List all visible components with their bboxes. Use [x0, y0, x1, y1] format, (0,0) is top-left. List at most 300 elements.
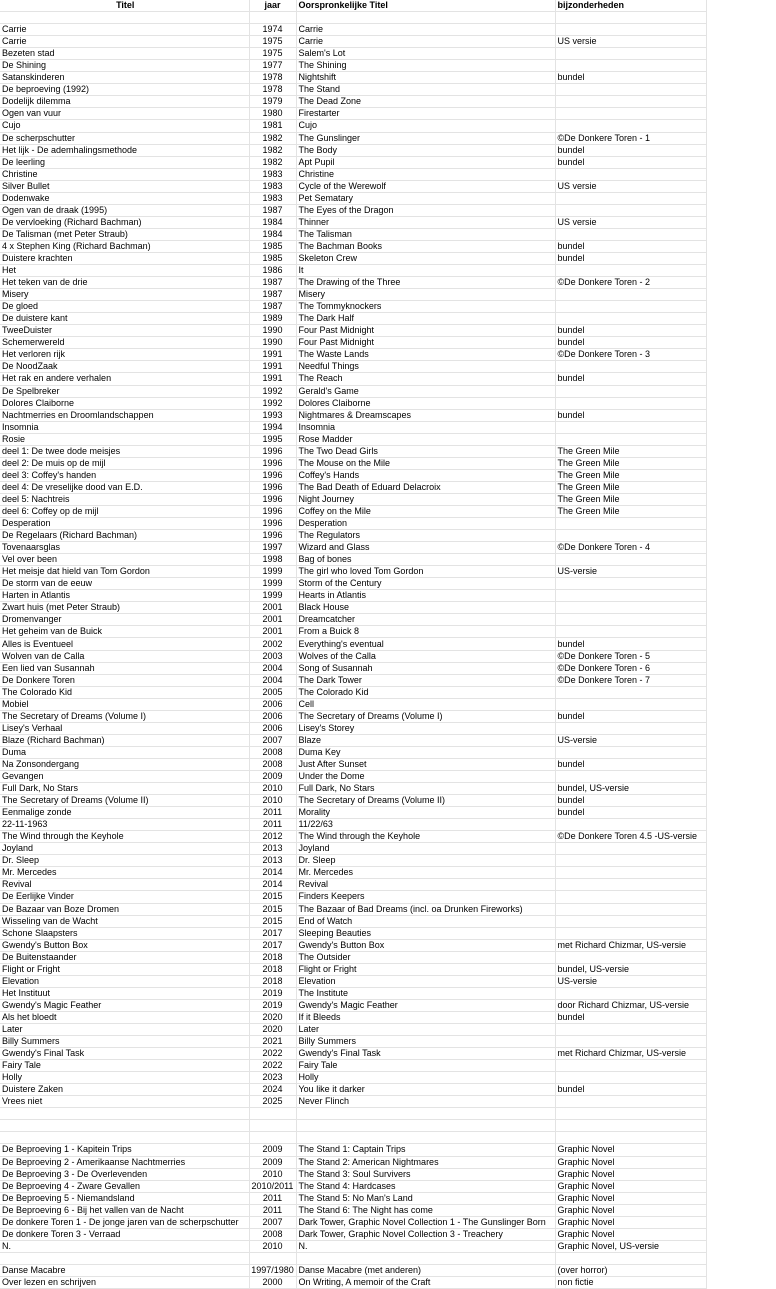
year-cell: 1982 [249, 132, 296, 144]
table-row [0, 734, 706, 746]
year-cell: 2006 [249, 698, 296, 710]
notes-cell: ©De Donkere Toren - 1 [555, 132, 706, 144]
year-cell: 1991 [249, 361, 296, 373]
title-cell: Fairy Tale [0, 1060, 249, 1072]
year-cell: 1996 [249, 530, 296, 542]
table-row [0, 252, 706, 264]
table-row [0, 373, 706, 385]
notes-cell: bundel [555, 325, 706, 337]
table-row [0, 1132, 706, 1144]
notes-cell [555, 722, 706, 734]
year-cell: 1978 [249, 72, 296, 84]
notes-cell: Graphic Novel [555, 1216, 706, 1228]
table-row [0, 72, 706, 84]
title-cell: Het rak en andere verhalen [0, 373, 249, 385]
year-cell [249, 1120, 296, 1132]
title-cell: Als het bloedt [0, 1011, 249, 1023]
original-title-cell [296, 1252, 555, 1264]
year-cell: 2025 [249, 1096, 296, 1108]
original-title-cell: Insomnia [296, 421, 555, 433]
original-title-cell: On Writing, A memoir of the Craft [296, 1276, 555, 1288]
notes-cell: met Richard Chizmar, US-versie [555, 939, 706, 951]
title-cell: Ogen van de draak (1995) [0, 204, 249, 216]
original-title-cell: Morality [296, 807, 555, 819]
original-title-cell: Pet Sematary [296, 192, 555, 204]
title-cell: Vrees niet [0, 1096, 249, 1108]
title-cell: Wolven van de Calla [0, 650, 249, 662]
table-row [0, 240, 706, 252]
notes-cell: bundel [555, 758, 706, 770]
table-row [0, 192, 706, 204]
year-cell: 1997 [249, 542, 296, 554]
year-cell: 2015 [249, 915, 296, 927]
table-row [0, 867, 706, 879]
title-cell: De donkere Toren 3 - Verraad [0, 1228, 249, 1240]
year-cell: 2008 [249, 758, 296, 770]
original-title-cell: The Institute [296, 987, 555, 999]
notes-cell [555, 1132, 706, 1144]
table-row [0, 758, 706, 770]
year-cell: 1982 [249, 156, 296, 168]
title-cell: Dromenvanger [0, 614, 249, 626]
title-cell: Gevangen [0, 771, 249, 783]
year-cell: 2018 [249, 951, 296, 963]
original-title-cell: Needful Things [296, 361, 555, 373]
year-cell: 1996 [249, 469, 296, 481]
table-row [0, 626, 706, 638]
year-cell: 2011 [249, 807, 296, 819]
original-title-cell: Four Past Midnight [296, 337, 555, 349]
notes-cell: Graphic Novel [555, 1168, 706, 1180]
original-title-cell: Black House [296, 602, 555, 614]
title-cell: Schemerwereld [0, 337, 249, 349]
year-cell: 2018 [249, 975, 296, 987]
title-cell: Carrie [0, 24, 249, 36]
table-row [0, 903, 706, 915]
original-title-cell: Blaze [296, 734, 555, 746]
title-cell: Duistere Zaken [0, 1084, 249, 1096]
notes-cell: non fictie [555, 1276, 706, 1288]
year-cell: 2001 [249, 602, 296, 614]
original-title-cell: The Drawing of the Three [296, 277, 555, 289]
original-title-cell: Never Flinch [296, 1096, 555, 1108]
table-row [0, 48, 706, 60]
table-row [0, 915, 706, 927]
year-cell: 2009 [249, 771, 296, 783]
title-cell: Silver Bullet [0, 180, 249, 192]
year-cell: 1979 [249, 96, 296, 108]
original-title-cell: The Secretary of Dreams (Volume I) [296, 710, 555, 722]
year-cell [249, 12, 296, 24]
original-title-cell: Night Journey [296, 493, 555, 505]
table-row [0, 722, 706, 734]
original-title-cell: Dark Tower, Graphic Novel Collection 1 - The Gunslinger Born [296, 1216, 555, 1228]
year-cell: 1984 [249, 216, 296, 228]
table-row [0, 819, 706, 831]
notes-cell [555, 1252, 706, 1264]
original-title-cell: Coffey's Hands [296, 469, 555, 481]
table-row [0, 397, 706, 409]
table-row [0, 771, 706, 783]
original-title-cell: Full Dark, No Stars [296, 783, 555, 795]
original-title-cell: Bag of bones [296, 554, 555, 566]
original-title-cell: Carrie [296, 24, 555, 36]
year-cell: 1996 [249, 505, 296, 517]
year-cell: 2001 [249, 614, 296, 626]
table-row [0, 638, 706, 650]
notes-cell: ©De Donkere Toren 4.5 -US-versie [555, 831, 706, 843]
original-title-cell: Billy Summers [296, 1036, 555, 1048]
original-title-cell: Gwendy's Magic Feather [296, 999, 555, 1011]
original-title-cell: Dr. Sleep [296, 855, 555, 867]
title-cell: Gwendy's Button Box [0, 939, 249, 951]
notes-cell: met Richard Chizmar, US-versie [555, 1048, 706, 1060]
notes-cell [555, 108, 706, 120]
original-title-cell: The Stand 4: Hardcases [296, 1180, 555, 1192]
table-row [0, 1144, 706, 1156]
table-row [0, 337, 706, 349]
year-cell: 2008 [249, 746, 296, 758]
table-row [0, 505, 706, 517]
title-cell: Christine [0, 168, 249, 180]
notes-cell: Graphic Novel [555, 1228, 706, 1240]
original-title-cell: Lisey's Storey [296, 722, 555, 734]
title-cell: De Beproeving 1 - Kapitein Trips [0, 1144, 249, 1156]
table-row [0, 216, 706, 228]
notes-cell: Graphic Novel [555, 1156, 706, 1168]
year-cell: 2014 [249, 879, 296, 891]
table-row [0, 578, 706, 590]
original-title-cell: The Colorado Kid [296, 686, 555, 698]
original-title-cell: Duma Key [296, 746, 555, 758]
table-row [0, 325, 706, 337]
original-title-cell: The Reach [296, 373, 555, 385]
notes-cell [555, 903, 706, 915]
original-title-cell: Cycle of the Werewolf [296, 180, 555, 192]
notes-cell: ©De Donkere Toren - 7 [555, 674, 706, 686]
title-cell: Dr. Sleep [0, 855, 249, 867]
original-title-cell: Elevation [296, 975, 555, 987]
notes-cell [555, 60, 706, 72]
notes-cell [555, 120, 706, 132]
year-cell: 1996 [249, 445, 296, 457]
notes-cell [555, 626, 706, 638]
notes-cell [555, 578, 706, 590]
original-title-cell: The Bad Death of Eduard Delacroix [296, 481, 555, 493]
notes-cell [555, 915, 706, 927]
table-row [0, 1180, 706, 1192]
year-cell [249, 1108, 296, 1120]
title-cell: De Spelbreker [0, 385, 249, 397]
original-title-cell: The Bachman Books [296, 240, 555, 252]
notes-cell [555, 987, 706, 999]
year-cell: 2002 [249, 638, 296, 650]
notes-cell [555, 228, 706, 240]
notes-cell: The Green Mile [555, 469, 706, 481]
notes-cell: bundel [555, 638, 706, 650]
notes-cell [555, 746, 706, 758]
table-row [0, 421, 706, 433]
notes-cell: bundel [555, 240, 706, 252]
notes-cell [555, 891, 706, 903]
year-cell: 2017 [249, 927, 296, 939]
table-row [0, 710, 706, 722]
original-title-cell: Under the Dome [296, 771, 555, 783]
table-row [0, 1048, 706, 1060]
original-title-cell: Misery [296, 289, 555, 301]
table-row [0, 84, 706, 96]
year-cell: 2013 [249, 843, 296, 855]
title-cell: De Bazaar van Boze Dromen [0, 903, 249, 915]
notes-cell: The Green Mile [555, 445, 706, 457]
table-row [0, 433, 706, 445]
table-row [0, 277, 706, 289]
year-cell: 2021 [249, 1036, 296, 1048]
original-title-cell: The Dead Zone [296, 96, 555, 108]
original-title-cell: The Outsider [296, 951, 555, 963]
table-row [0, 518, 706, 530]
table-row [0, 674, 706, 686]
notes-cell [555, 397, 706, 409]
notes-cell [555, 614, 706, 626]
year-cell: 1996 [249, 518, 296, 530]
notes-cell: ©De Donkere Toren - 2 [555, 277, 706, 289]
year-cell: 1982 [249, 144, 296, 156]
year-cell [249, 1252, 296, 1264]
year-cell: 1985 [249, 252, 296, 264]
original-title-cell: The Stand 2: American Nightmares [296, 1156, 555, 1168]
original-title-cell: It [296, 265, 555, 277]
table-row [0, 1023, 706, 1035]
title-cell: De Beproeving 4 - Zware Gevallen [0, 1180, 249, 1192]
title-cell: Het [0, 265, 249, 277]
original-title-cell: Skeleton Crew [296, 252, 555, 264]
title-cell: Het verloren rijk [0, 349, 249, 361]
table-row [0, 301, 706, 313]
table-row [0, 530, 706, 542]
original-title-cell: Coffey on the Mile [296, 505, 555, 517]
original-title-cell [296, 1120, 555, 1132]
title-cell: Danse Macabre [0, 1264, 249, 1276]
title-cell: De Beproeving 5 - Niemandsland [0, 1192, 249, 1204]
table-row [0, 481, 706, 493]
year-cell: 2004 [249, 662, 296, 674]
title-cell: Satanskinderen [0, 72, 249, 84]
title-cell [0, 1120, 249, 1132]
original-title-cell: The Dark Tower [296, 674, 555, 686]
table-row [0, 891, 706, 903]
notes-cell [555, 24, 706, 36]
original-title-cell: Christine [296, 168, 555, 180]
notes-cell [555, 289, 706, 301]
notes-cell [555, 421, 706, 433]
title-cell: Rosie [0, 433, 249, 445]
year-cell: 2015 [249, 903, 296, 915]
original-title-cell: Cujo [296, 120, 555, 132]
table-row [0, 361, 706, 373]
original-title-cell: Finders Keepers [296, 891, 555, 903]
year-cell: 2009 [249, 1144, 296, 1156]
title-cell: Dodelijk dilemma [0, 96, 249, 108]
notes-cell [555, 265, 706, 277]
table-row [0, 168, 706, 180]
table-row [0, 1252, 706, 1264]
original-title-cell: Gwendy's Button Box [296, 939, 555, 951]
title-cell: De donkere Toren 1 - De jonge jaren van de scherpschutter [0, 1216, 249, 1228]
table-row [0, 265, 706, 277]
notes-cell [555, 301, 706, 313]
original-title-cell: Salem's Lot [296, 48, 555, 60]
title-cell [0, 1252, 249, 1264]
table-row [0, 144, 706, 156]
original-title-cell: Carrie [296, 36, 555, 48]
notes-cell [555, 48, 706, 60]
year-cell: 1987 [249, 301, 296, 313]
title-cell: TweeDuister [0, 325, 249, 337]
year-cell: 1991 [249, 349, 296, 361]
notes-cell [555, 518, 706, 530]
title-cell: The Wind through the Keyhole [0, 831, 249, 843]
table-row [0, 975, 706, 987]
title-cell: Wisseling van de Wacht [0, 915, 249, 927]
title-cell: Lisey's Verhaal [0, 722, 249, 734]
title-cell: Bezeten stad [0, 48, 249, 60]
year-cell: 1996 [249, 493, 296, 505]
title-cell: Mobiel [0, 698, 249, 710]
year-cell: 2022 [249, 1060, 296, 1072]
table-row [0, 1216, 706, 1228]
notes-cell: ©De Donkere Toren - 5 [555, 650, 706, 662]
year-cell: 1987 [249, 289, 296, 301]
original-title-cell: The Waste Lands [296, 349, 555, 361]
table-row [0, 746, 706, 758]
notes-cell [555, 879, 706, 891]
year-cell: 1989 [249, 313, 296, 325]
notes-cell: US versie [555, 180, 706, 192]
notes-cell: door Richard Chizmar, US-versie [555, 999, 706, 1011]
original-title-cell: Later [296, 1023, 555, 1035]
year-cell: 1990 [249, 325, 296, 337]
year-cell: 1974 [249, 24, 296, 36]
original-title-cell: Song of Susannah [296, 662, 555, 674]
original-title-cell: Hearts in Atlantis [296, 590, 555, 602]
year-cell: 1985 [249, 240, 296, 252]
year-cell: 2013 [249, 855, 296, 867]
notes-cell: bundel, US-versie [555, 963, 706, 975]
title-cell: De gloed [0, 301, 249, 313]
notes-cell: bundel [555, 156, 706, 168]
notes-cell [555, 12, 706, 24]
title-cell: Blaze (Richard Bachman) [0, 734, 249, 746]
original-title-cell [296, 1132, 555, 1144]
title-cell: Vel over been [0, 554, 249, 566]
table-row [0, 590, 706, 602]
year-cell: 2006 [249, 722, 296, 734]
table-row [0, 156, 706, 168]
table-row [0, 1276, 706, 1288]
column-header-notes: bijzonderheden [555, 0, 706, 12]
notes-cell: Graphic Novel [555, 1204, 706, 1216]
title-cell: De Regelaars (Richard Bachman) [0, 530, 249, 542]
table-row [0, 795, 706, 807]
year-cell: 2015 [249, 891, 296, 903]
original-title-cell: Joyland [296, 843, 555, 855]
table-row [0, 554, 706, 566]
table-row [0, 686, 706, 698]
title-cell: Over lezen en schrijven [0, 1276, 249, 1288]
table-row [0, 204, 706, 216]
year-cell: 2008 [249, 1228, 296, 1240]
table-row [0, 132, 706, 144]
year-cell: 1983 [249, 192, 296, 204]
notes-cell [555, 771, 706, 783]
title-cell: Eenmalige zonde [0, 807, 249, 819]
table-row [0, 1192, 706, 1204]
header-row [0, 0, 706, 12]
table-row [0, 1264, 706, 1276]
year-cell: 1975 [249, 36, 296, 48]
year-cell: 2010/2011 [249, 1180, 296, 1192]
table-row [0, 60, 706, 72]
year-cell: 2020 [249, 1023, 296, 1035]
table-row [0, 602, 706, 614]
original-title-cell: Gerald's Game [296, 385, 555, 397]
table-row [0, 1108, 706, 1120]
original-title-cell: Dolores Claiborne [296, 397, 555, 409]
title-cell: De beproeving (1992) [0, 84, 249, 96]
notes-cell: bundel, US-versie [555, 783, 706, 795]
year-cell: 1998 [249, 554, 296, 566]
title-cell: deel 3: Coffey's handen [0, 469, 249, 481]
year-cell: 2001 [249, 626, 296, 638]
table-row [0, 12, 706, 24]
year-cell: 1986 [249, 265, 296, 277]
original-title-cell: The Stand 1: Captain Trips [296, 1144, 555, 1156]
title-cell: Een lied van Susannah [0, 662, 249, 674]
title-cell: deel 2: De muis op de mijl [0, 457, 249, 469]
original-title-cell: Apt Pupil [296, 156, 555, 168]
table-row [0, 180, 706, 192]
notes-cell: Graphic Novel, US-versie [555, 1240, 706, 1252]
table-row [0, 783, 706, 795]
original-title-cell: End of Watch [296, 915, 555, 927]
notes-cell: bundel [555, 710, 706, 722]
original-title-cell: The Shining [296, 60, 555, 72]
title-cell: Schone Slaapsters [0, 927, 249, 939]
year-cell: 1987 [249, 277, 296, 289]
table-row [0, 1072, 706, 1084]
table-row [0, 385, 706, 397]
original-title-cell: Flight or Fright [296, 963, 555, 975]
original-title-cell: The Mouse on the Mile [296, 457, 555, 469]
title-cell: Ogen van vuur [0, 108, 249, 120]
notes-cell [555, 1023, 706, 1035]
notes-cell [555, 530, 706, 542]
table-row [0, 927, 706, 939]
year-cell: 2010 [249, 1168, 296, 1180]
table-row [0, 662, 706, 674]
notes-cell [555, 1108, 706, 1120]
notes-cell: bundel [555, 252, 706, 264]
table-row [0, 951, 706, 963]
title-cell: De duistere kant [0, 313, 249, 325]
table-row [0, 698, 706, 710]
year-cell: 1977 [249, 60, 296, 72]
column-header-year: jaar [249, 0, 296, 12]
notes-cell: Graphic Novel [555, 1144, 706, 1156]
notes-cell: The Green Mile [555, 505, 706, 517]
notes-cell: bundel [555, 409, 706, 421]
